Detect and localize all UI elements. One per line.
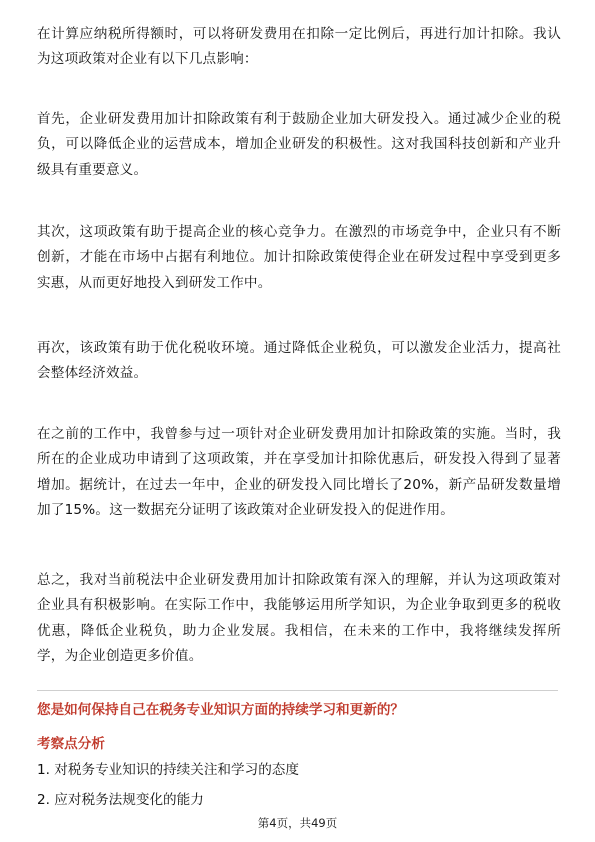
analysis-point: 2. 应对税务法规变化的能力 <box>37 792 204 808</box>
paragraph-third-point: 再次，该政策有助于优化税收环境。通过降低企业税负，可以激发企业活力，提高社会整体经济效益。 <box>37 340 561 382</box>
paragraph-conclusion: 总之，我对当前税法中企业研发费用加计扣除政策有深入的理解，并认为这项政策对企业具有积极影响。在实际工作中，我能够运用所学知识，为企业争取到更多的税收优惠，降低企业税负，助力企业发展。我相信，在未来的工作中，我将继续发挥所学，为企业创造更多价值。 <box>37 572 561 665</box>
section-divider <box>37 690 558 691</box>
analysis-heading: 考察点分析 <box>37 736 105 752</box>
paragraph-second-point: 其次，这项政策有助于提高企业的核心竞争力。在激烈的市场竞争中，企业只有不断创新，才能在市场中占据有利地位。加计扣除政策使得企业在研发过程中享受到更多实惠，从而更好地投入到研发工作中。 <box>37 224 561 291</box>
paragraph-experience: 在之前的工作中，我曾参与过一项针对企业研发费用加计扣除政策的实施。当时，我所在的企业成功申请到了这项政策，并在享受加计扣除优惠后，研发投入得到了显著增加。据统计，在过去一年中，企业的研发投入同比增长了20%，新产品研发数量增加了15%。这一数据充分证明了该政策对企业研发投入的促进作用。 <box>37 426 561 519</box>
page-number: 第4页，共49页 <box>257 816 338 830</box>
analysis-point: 1. 对税务专业知识的持续关注和学习的态度 <box>37 762 299 778</box>
paragraph-first-point: 首先，企业研发费用加计扣除政策有利于鼓励企业加大研发投入。通过减少企业的税负，可以降低企业的运营成本，增加企业研发的积极性。这对我国科技创新和产业升级具有重要意义。 <box>37 111 561 178</box>
paragraph-intro: 在计算应纳税所得额时，可以将研发费用在扣除一定比例后，再进行加计扣除。我认为这项政策对企业有以下几点影响： <box>37 26 561 68</box>
question-title: 您是如何保持自己在税务专业知识方面的持续学习和更新的？ <box>37 702 405 718</box>
